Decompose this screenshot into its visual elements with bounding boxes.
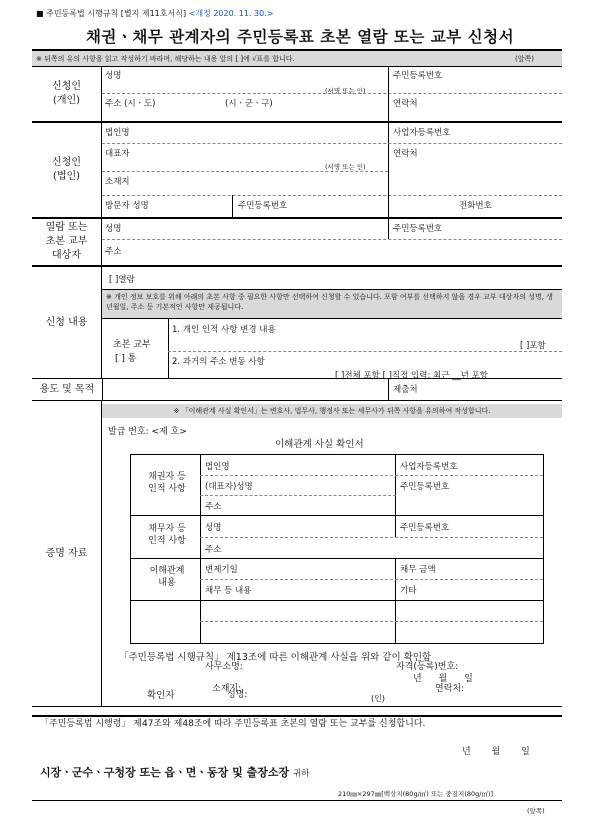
cert-rep-name[interactable]: (대표자)성명 [205, 482, 253, 492]
form-title: 채권ㆍ채무 관계자의 주민등록표 초본 열람 또는 교부 신청서 [85, 28, 515, 46]
office-address-field[interactable]: 소재지: [212, 684, 242, 694]
applicant-rrn-field[interactable]: 주민등록번호 [393, 71, 443, 81]
issue-number: 발급 번호: <제 호> [108, 427, 187, 437]
recipient-official [40, 764, 310, 780]
biz-no-field[interactable]: 사업자등록번호 [393, 128, 451, 138]
target-address-field[interactable]: 주소 [105, 247, 122, 257]
official-title: 시장ㆍ군수ㆍ구청장 또는 읍ㆍ면ㆍ동장 및 출장소장 [40, 766, 290, 779]
form-ref-text: ■ 주민등록법 시행규칙 [별지 제11호서식] [36, 9, 187, 18]
corp-rep-field[interactable]: 대표자 [105, 149, 130, 159]
page-side-bottom: (앞쪽) [527, 807, 545, 815]
applicant-corp-section [32, 123, 562, 219]
target-label: 열람 또는 초본 교부 대상자 [32, 219, 102, 265]
item2-options[interactable]: [ ]전체 포함 [ ]직접 입력: 최근 __년 포함 [335, 371, 488, 381]
applicant-person-label: 신청인 (개인) [32, 67, 102, 121]
revision-date: <개정 2020. 11. 30.> [188, 9, 274, 18]
copy-label: 초본 교부 [113, 340, 151, 350]
target-rrn-field[interactable]: 주민등록번호 [393, 224, 443, 234]
proof-note: ※ 「이해관계 사실 확인서」는 변호사, 법무사, 행정사 또는 세무사가 뒤쪽 사항을 유의하여 작성합니다. [102, 404, 562, 418]
item2-label: 2. 과거의 주소 변동 사항 [172, 357, 265, 367]
item1-label: 1. 개인 인적 사항 변경 내용 [172, 325, 276, 335]
debtor-name[interactable]: 성명 [205, 523, 222, 533]
applicant-address-field[interactable]: 주소 (시ㆍ도) [105, 99, 156, 109]
applicant-name-field[interactable]: 성명 [105, 71, 122, 81]
request-note: ※ 개인 정보 보호를 위해 아래의 초본 사항 중 필요한 사항만 선택하여 신청할 수 있습니다. 포함 여부를 선택하지 않을 경우 교부 대상자의 성명, 생년월일, 주소 등 기본적인 사항만 제공됩니다. [102, 290, 562, 318]
visitor-phone-field[interactable]: 전화번호 [459, 201, 492, 211]
page-side-label: (앞쪽) [515, 55, 534, 63]
target-name-field[interactable]: 성명 [105, 224, 122, 234]
copy-count-field[interactable]: [ ] 통 [115, 354, 137, 364]
cert-address[interactable]: 주소 [205, 502, 222, 512]
cert-title: 이해관계 사실 확인서 [275, 439, 364, 450]
cert-biz-no[interactable]: 사업자등록번호 [400, 462, 458, 472]
debt-content[interactable]: 채무 등 내용 [205, 586, 252, 596]
debtor-rrn[interactable]: 주민등록번호 [400, 523, 450, 533]
applicant-person-section [32, 67, 562, 123]
debt-etc[interactable]: 기타 [400, 586, 417, 596]
cert-date[interactable]: 년 월 일 [413, 674, 473, 684]
bottom-rule [32, 800, 562, 801]
submit-to-field[interactable]: 제출처 [393, 385, 418, 395]
visitor-name-field[interactable]: 방문자 성명 [105, 201, 149, 211]
debtor-address[interactable]: 주소 [205, 545, 222, 555]
applicant-corp-label: 신청인 (법인) [32, 123, 102, 217]
form-reference [36, 8, 273, 19]
qualification-no-field[interactable]: 자격(등록)번호: [396, 662, 459, 672]
cert-corp-name[interactable]: 법인명 [205, 462, 230, 472]
office-name-field[interactable]: 사무소명: [205, 662, 243, 672]
request-label: 신청 내용 [32, 267, 102, 378]
applicant-sign: (서명 또는 인) [325, 87, 366, 95]
view-checkbox[interactable]: [ ]열람 [109, 275, 135, 285]
confirmer-label: 확인자 [147, 690, 175, 701]
notice-bar [32, 51, 562, 67]
request-section [32, 267, 562, 379]
application-date[interactable]: 년 월 일 [462, 747, 530, 757]
cert-statement: 「주민등록법 시행규칙」 제13조에 따른 이해관계 사실을 위와 같이 확인함 [119, 652, 432, 663]
creditor-label: 채권자 등 인적 사항 [148, 472, 186, 494]
purpose-section [32, 379, 562, 401]
purpose-label: 용도 및 목적 [39, 383, 95, 395]
target-section [32, 219, 562, 267]
cert-rrn[interactable]: 주민등록번호 [400, 482, 450, 492]
corp-sign: (서명 또는 인) [325, 163, 366, 171]
due-date[interactable]: 변제기일 [205, 565, 238, 575]
cert-table [130, 454, 544, 644]
visitor-rrn-field[interactable]: 주민등록번호 [238, 201, 288, 211]
debt-amount[interactable]: 채무 금액 [400, 565, 436, 575]
proof-label: 증명 자료 [32, 401, 102, 706]
form-body [32, 49, 562, 717]
debtor-label: 채무자 등 인적 사항 [148, 524, 186, 546]
item1-include-checkbox[interactable]: [ ]포함 [520, 341, 546, 351]
applicant-address-district: (시ㆍ군ㆍ구) [225, 99, 273, 109]
confirmer-name-field[interactable]: 성명: [227, 690, 248, 700]
application-statement: 「주민등록법 시행령」 제47조와 제48조에 따라 주민등록표 초본의 열람 또는 교부를 신청합니다. [40, 719, 426, 729]
honorific: 귀하 [293, 769, 310, 779]
paper-spec: 210㎜×297㎜[백상지(80g/㎡) 또는 중질지(80g/㎡)] [338, 790, 494, 798]
corp-name-field[interactable]: 법인명 [105, 128, 130, 138]
confirmer-seal: (인) [371, 694, 385, 703]
corp-location-field[interactable]: 소재지 [105, 177, 130, 187]
corp-contact-field[interactable]: 연락처 [393, 149, 418, 159]
notice-text: ※ 뒤쪽의 유의 사항을 읽고 작성하기 바라며, 해당하는 내용 앞의 [ ]에 √표를 합니다. [36, 55, 295, 63]
applicant-contact-field[interactable]: 연락처 [393, 99, 418, 109]
relation-label: 이해관계 내용 [149, 566, 185, 588]
office-contact-field[interactable]: 연락처: [435, 684, 465, 694]
proof-section [32, 401, 562, 707]
